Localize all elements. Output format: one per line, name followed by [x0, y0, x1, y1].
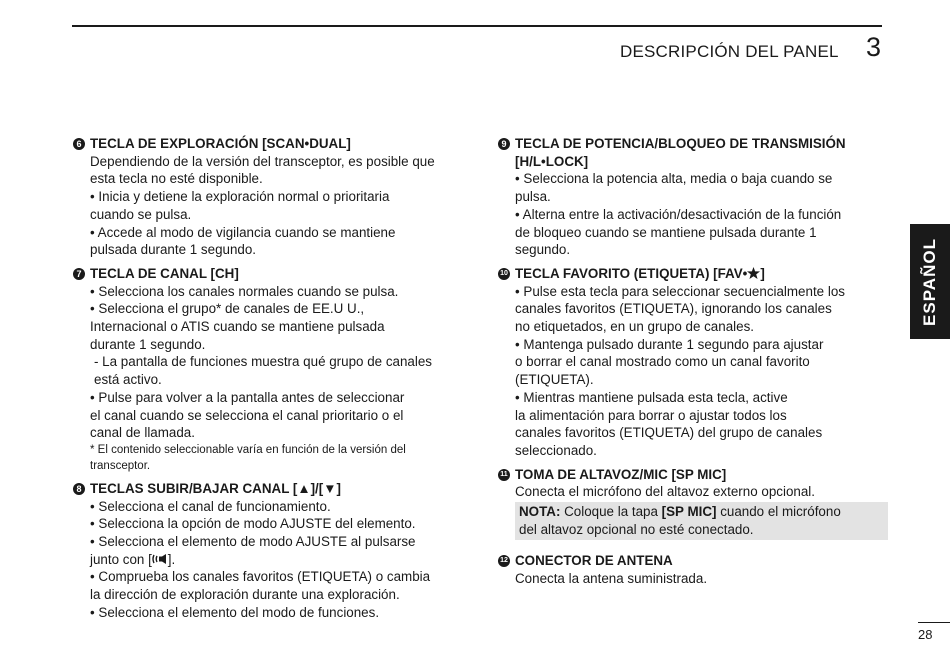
section-8: [73, 480, 468, 622]
text-line: • Inicia y detiene la exploración normal o prioritaria: [90, 189, 390, 205]
sub-item: [73, 353, 468, 388]
text-span: [SP MIC]: [661, 504, 717, 520]
bullet-item: • Selecciona el canal de funcionamiento.: [90, 498, 331, 514]
text-line: Internacional o ATIS cuando se mantiene pulsada: [90, 319, 385, 335]
text-span: ].: [167, 551, 176, 567]
text-line: pulsa.: [515, 189, 551, 205]
description: Conecta la antena suministrada.: [515, 571, 708, 587]
text-line: esta tecla no esté disponible.: [90, 171, 263, 187]
section-heading: [498, 135, 888, 170]
text-line: cuando se pulsa.: [90, 206, 192, 222]
circled-number-icon: 7: [73, 268, 85, 280]
text-line: • Selecciona el elemento de modo AJUSTE al pulsarse: [90, 534, 416, 550]
bullet-item: [498, 170, 888, 205]
section-heading: [73, 480, 468, 498]
language-tab: [910, 224, 950, 339]
section-9: [498, 135, 888, 259]
bullet-item: [73, 188, 468, 223]
section-heading: [73, 265, 468, 283]
circled-number-icon: 8: [73, 483, 85, 495]
text-line: [519, 503, 882, 521]
bullet-item: • Selecciona la opción de modo AJUSTE del elemento.: [90, 516, 416, 532]
section-heading: [498, 265, 888, 283]
text-line: o borrar el canal mostrado como un canal favorito: [515, 354, 810, 370]
section-title: TECLA DE EXPLORACIÓN [SCAN•DUAL]: [90, 136, 351, 151]
bullet-item: • Selecciona los canales normales cuando se pulsa.: [90, 283, 399, 299]
section-6: [73, 135, 468, 259]
text-line: del altavoz opcional no esté conectado.: [519, 521, 754, 537]
description: [73, 153, 468, 188]
section-title: TECLA DE CANAL [CH]: [90, 265, 239, 281]
section-12: [498, 552, 888, 587]
section-heading: [73, 135, 468, 153]
bullet-item: [73, 224, 468, 259]
text-line: el canal cuando se selecciona el canal prioritario o el: [90, 407, 404, 423]
text-line: canal de llamada.: [90, 425, 195, 441]
section-title: [515, 135, 888, 170]
bullet-item: [73, 533, 468, 568]
bullet-item: [498, 283, 888, 336]
section-title: TOMA DE ALTAVOZ/MIC [SP MIC]: [515, 466, 727, 482]
page-title: DESCRIPCIÓN DEL PANEL: [620, 42, 839, 61]
text-line: • Comprueba los canales favoritos (ETIQUETA) o cambia: [90, 569, 431, 585]
note-box: [515, 502, 888, 540]
text-line: • Mantenga pulsado durante 1 segundo para ajustar: [515, 336, 824, 352]
left-column: [73, 135, 468, 628]
circled-number-icon: 10: [498, 268, 510, 280]
text-line: • Mientras mantiene pulsada esta tecla, active: [515, 389, 788, 405]
note-label: NOTA:: [519, 504, 561, 520]
section-7: [73, 265, 468, 474]
page-number-rule: [918, 622, 950, 623]
text-line: la dirección de exploración durante una exploración.: [90, 587, 400, 603]
text-line: TECLA DE POTENCIA/BLOQUEO DE TRANSMISIÓN: [515, 136, 846, 151]
circled-number-icon: 6: [73, 138, 85, 150]
bullet-item: [498, 206, 888, 259]
text-line: * El contenido seleccionable varía en función de la versión del: [90, 443, 406, 456]
text-line: no etiquetados, en un grupo de canales.: [515, 319, 754, 335]
page-number: 28: [918, 627, 933, 642]
section-heading: [498, 552, 888, 570]
text-span: TECLA FAVORITO (ETIQUETA) [FAV•: [515, 265, 748, 281]
language-tab-label: ESPAÑOL: [920, 237, 939, 326]
text-line: • Pulse esta tecla para seleccionar secuencialmente los: [515, 283, 845, 299]
text-span: junto con [: [90, 551, 152, 567]
text-line: seleccionado.: [515, 442, 597, 458]
text-line: - La pantalla de funciones muestra qué grupo de canales: [94, 354, 432, 370]
text-line: la alimentación para borrar o ajustar todos los: [515, 407, 787, 423]
chapter-number: 3: [866, 32, 882, 62]
text-line: (ETIQUETA).: [515, 372, 594, 388]
text-line: transceptor.: [90, 459, 151, 472]
text-line: • Alterna entre la activación/desactivación de la función: [515, 206, 842, 222]
text-line: de bloqueo cuando se mantiene pulsada durante 1: [515, 224, 817, 240]
circled-number-icon: 11: [498, 469, 510, 481]
section-10: [498, 265, 888, 460]
section-11: [498, 466, 888, 541]
text-line: • Selecciona el grupo* de canales de EE.U U.,: [90, 301, 365, 317]
text-line: [H/L•LOCK]: [515, 153, 589, 169]
text-span: ]: [760, 265, 765, 281]
text-line: Dependiendo de la versión del transceptor, es posible que: [90, 153, 435, 169]
section-title: [515, 265, 888, 283]
bullet-item: [73, 300, 468, 353]
bullet-item: [498, 389, 888, 460]
text-line: canales favoritos (ETIQUETA), ignorando los canales: [515, 301, 832, 317]
text-line: durante 1 segundo.: [90, 336, 206, 352]
bullet-item: [73, 389, 468, 442]
dial-icon: [152, 553, 168, 565]
text-span: Coloque la tapa: [560, 504, 662, 520]
text-line: • Selecciona la potencia alta, media o baja cuando se: [515, 171, 833, 187]
text-span: cuando el micrófono: [716, 504, 841, 520]
text-line: • Accede al modo de vigilancia cuando se mantiene: [90, 224, 396, 240]
footnote: [73, 442, 468, 474]
bullet-item: [73, 568, 468, 603]
text-line: [90, 551, 468, 569]
star-icon: [747, 267, 760, 279]
description: Conecta el micrófono del altavoz externo opcional.: [515, 484, 815, 500]
circled-number-icon: 12: [498, 555, 510, 567]
text-line: segundo.: [515, 242, 571, 258]
bullet-item: [498, 336, 888, 389]
text-line: canales favoritos (ETIQUETA) del grupo de canales: [515, 425, 823, 441]
section-title: CONECTOR DE ANTENA: [515, 553, 673, 569]
text-line: está activo.: [94, 372, 162, 388]
section-title: TECLAS SUBIR/BAJAR CANAL [▲]/[▼]: [90, 480, 341, 496]
text-line: pulsada durante 1 segundo.: [90, 242, 257, 258]
circled-number-icon: 9: [498, 138, 510, 150]
section-heading: [498, 466, 888, 484]
bullet-item: • Selecciona el elemento del modo de funciones.: [90, 604, 380, 620]
right-column: [498, 135, 888, 594]
top-rule: [72, 25, 882, 27]
text-line: • Pulse para volver a la pantalla antes de seleccionar: [90, 389, 405, 405]
